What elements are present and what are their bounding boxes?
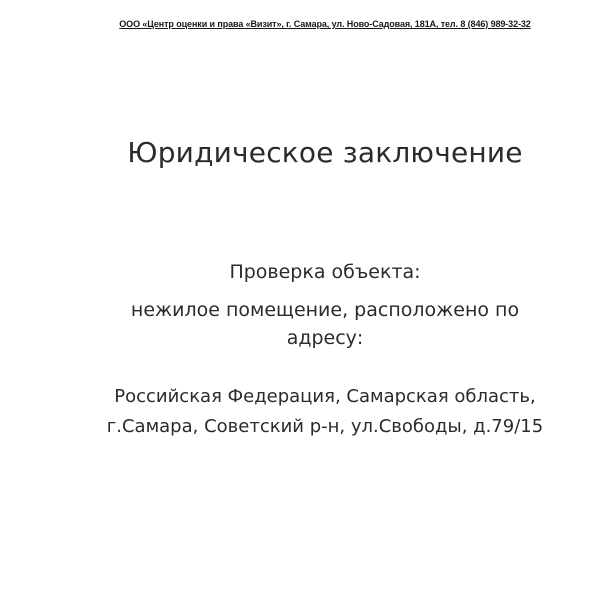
address-line-1: Российская Федерация, Самарская область, [114,386,536,407]
subject-line-1: нежилое помещение, расположено по [130,299,520,321]
subject-line-2: адресу: [286,327,364,349]
object-address [0,382,600,442]
subject-heading: Проверка объекта: [229,261,421,283]
organization-header: ООО «Центр оценки и права «Визит», г. Самара, ул. Ново-Садовая, 181А, тел. 8 (846) 989-32-32 [119,19,531,29]
document-title: Юридическое заключение [127,136,523,169]
object-description [0,258,600,352]
address-line-2: г.Самара, Советский р-н, ул.Свободы, д.79/15 [106,416,544,437]
